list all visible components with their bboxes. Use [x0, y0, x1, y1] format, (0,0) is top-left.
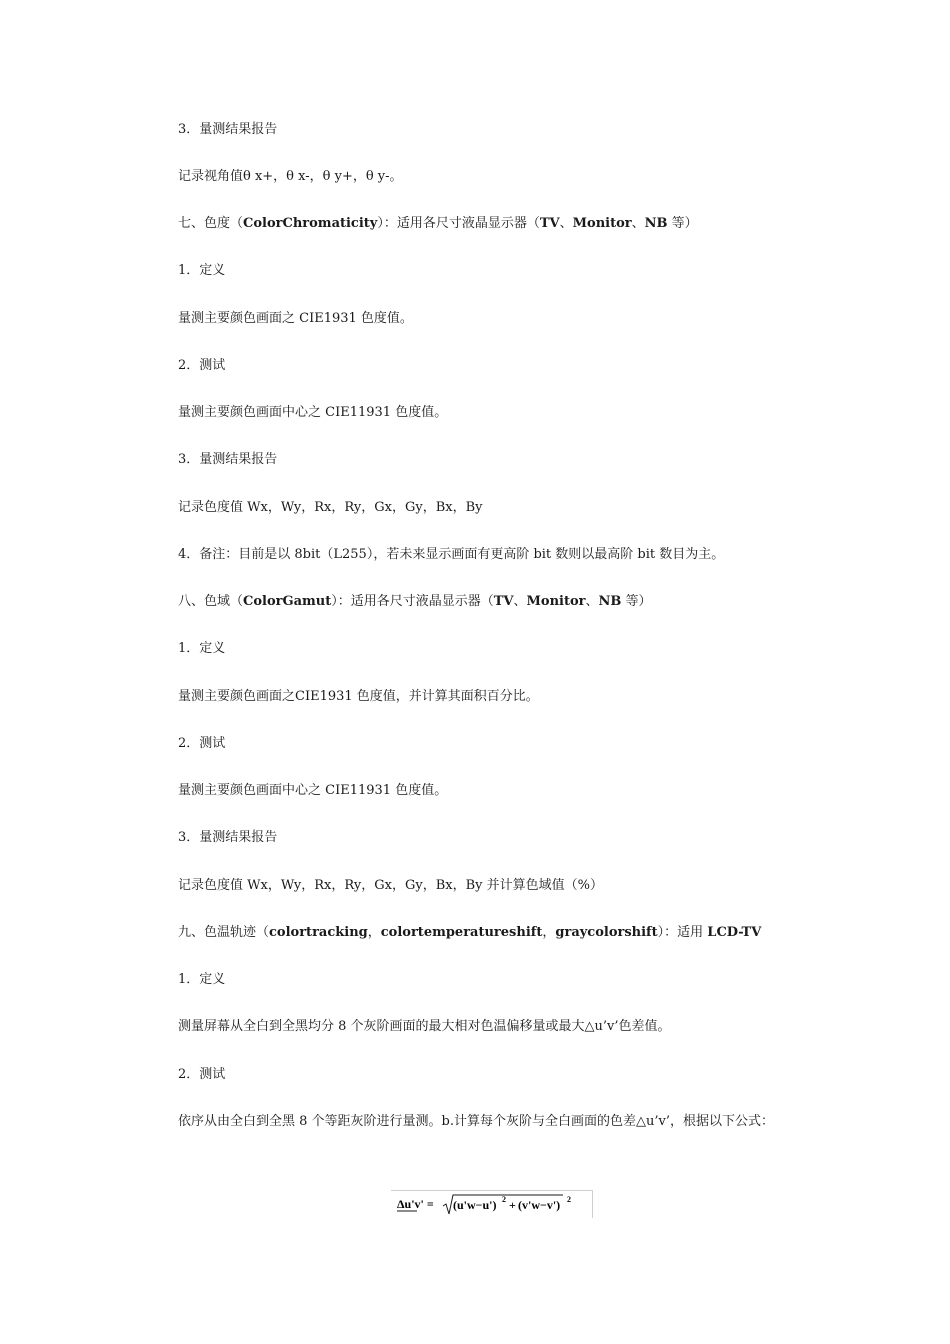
chapter-heading-gamut [178, 593, 652, 611]
heading-term: NB [598, 594, 622, 609]
body-text: 记录色度值 Wx，Wy，Rx，Ry，Gx，Gy，Bx，By 并计算色域值（%） [178, 878, 603, 893]
body-text: 量测主要颜色画面之 CIE1931 色度值。 [178, 311, 413, 326]
heading-term: Monitor [572, 216, 632, 231]
body-text: 量测主要颜色画面中心之 CIE11931 色度值。 [178, 783, 448, 798]
heading-term: TV [493, 594, 514, 609]
heading-term: colortracking [269, 925, 368, 940]
note-text: 4．备注：目前是以 8bit（L255），若未来显示画面有更高阶 bit 数则以最高阶 bit 数目为主。 [178, 547, 725, 562]
heading-part: 、 [585, 594, 599, 609]
body-text: 记录视角值θ x+，θ x-，θ y+，θ y-。 [178, 169, 403, 184]
formula-lhs: Δu'v' = [397, 1197, 434, 1211]
heading-term: colortemperatureshift [380, 925, 543, 940]
section-heading: 1．定义 [178, 972, 226, 987]
body-text: 记录色度值 Wx，Wy，Rx，Ry，Gx，Gy，Bx，By [178, 500, 483, 515]
exponent: 2 [502, 1195, 506, 1204]
formula-plus: + [509, 1198, 516, 1212]
heading-part: 九、色温轨迹（ [178, 925, 270, 940]
formula-term-v: (v'w−v') [518, 1198, 561, 1212]
body-text: 量测主要颜色画面之CIE1931 色度值，并计算其面积百分比。 [178, 689, 539, 704]
section-heading: 3．量测结果报告 [178, 452, 278, 467]
heading-part: ）：适用各尺寸液晶显示器（ [377, 216, 540, 231]
heading-term: NB [644, 216, 668, 231]
heading-part: 等） [667, 216, 698, 231]
body-text: 测量屏幕从全白到全黑均分 8 个灰阶画面的最大相对色温偏移量或最大△u’v’色差值。 [178, 1019, 671, 1034]
section-heading: 1．定义 [178, 263, 226, 278]
heading-term: ColorChromaticity [243, 216, 378, 231]
section-heading: 2．测试 [178, 358, 226, 373]
section-heading: 1．定义 [178, 641, 226, 656]
body-text: 量测主要颜色画面中心之 CIE11931 色度值。 [178, 405, 448, 420]
section-heading: 2．测试 [178, 1067, 226, 1082]
heading-term: Monitor [526, 594, 586, 609]
heading-part: 七、色度（ [178, 216, 244, 231]
chapter-heading-chromaticity [178, 215, 698, 233]
chapter-heading-color-tracking [178, 924, 761, 942]
heading-part: 、 [559, 216, 573, 231]
heading-part: ， [542, 925, 556, 940]
heading-part: 、 [513, 594, 527, 609]
heading-part: 、 [631, 216, 645, 231]
section-heading: 3．量测结果报告 [178, 122, 278, 137]
section-heading: 2．测试 [178, 736, 226, 751]
heading-part: ， [367, 925, 381, 940]
heading-term: ColorGamut [243, 594, 332, 609]
exponent: 2 [567, 1195, 571, 1204]
formula-term-u: (u'w−u') [453, 1198, 497, 1212]
heading-term: graycolorshift [555, 925, 658, 940]
formula-image [391, 1190, 593, 1218]
heading-part: ）：适用各尺寸液晶显示器（ [331, 594, 494, 609]
heading-term: LCD-TV [707, 925, 762, 940]
heading-part: 等） [621, 594, 652, 609]
body-paragraph: 依序从由全白到全黑 8 个等距灰阶进行量测。b.计算每个灰阶与全白画面的色差△u’v’，根据以下公式： [178, 1114, 774, 1129]
section-heading: 3．量测结果报告 [178, 830, 278, 845]
heading-part: 八、色域（ [178, 594, 244, 609]
heading-part: ）：适用 [657, 925, 708, 940]
delta-uv-formula [391, 1191, 593, 1219]
heading-term: TV [539, 216, 560, 231]
